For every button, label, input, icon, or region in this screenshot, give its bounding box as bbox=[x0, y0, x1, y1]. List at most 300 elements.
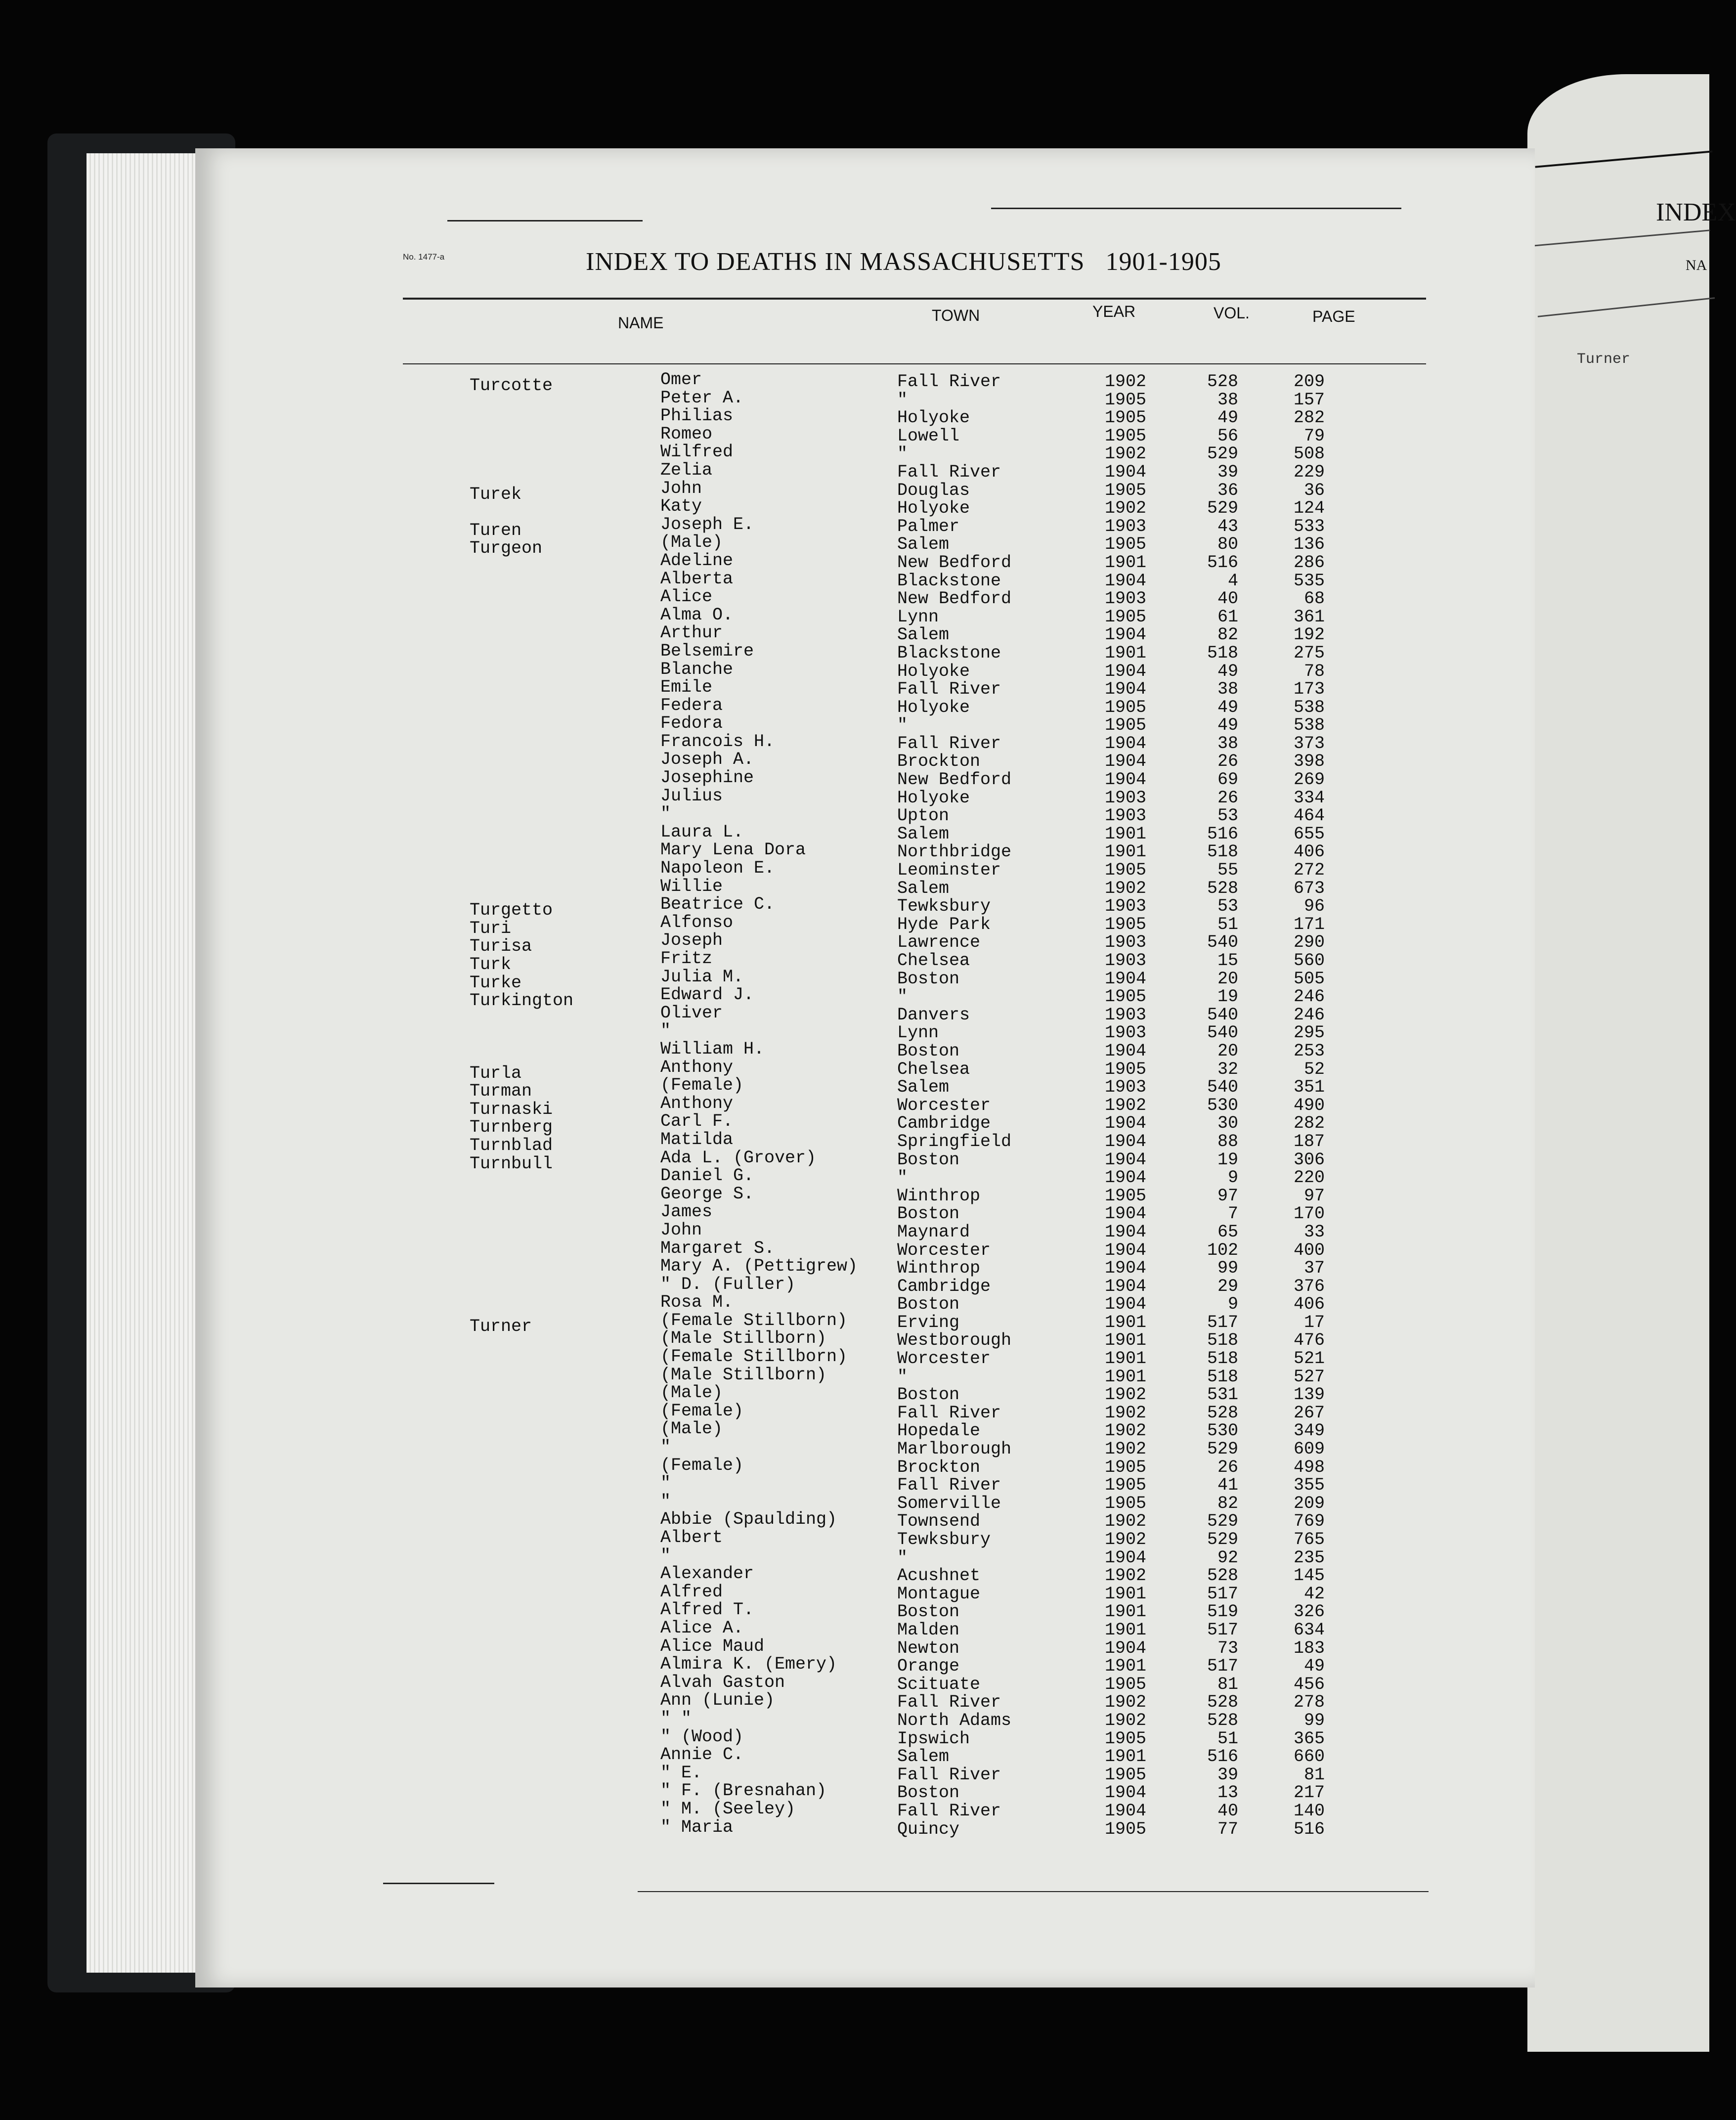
table-row bbox=[0, 1403, 1709, 1421]
page-cell: 278 bbox=[1293, 1692, 1325, 1713]
page-cell: 290 bbox=[1293, 932, 1325, 953]
town-cell: Lynn bbox=[897, 607, 939, 627]
page-cell: 145 bbox=[1293, 1566, 1325, 1586]
town-cell: Hopedale bbox=[897, 1421, 981, 1441]
page-cell: 246 bbox=[1293, 987, 1325, 1007]
given-name-cell: Alexander bbox=[660, 1564, 754, 1584]
volume-cell: 518 bbox=[1207, 842, 1238, 862]
year-cell: 1904 bbox=[1105, 1131, 1147, 1151]
volume-cell: 529 bbox=[1207, 1530, 1238, 1549]
page-cell: 476 bbox=[1293, 1330, 1325, 1351]
town-cell: Montague bbox=[897, 1584, 981, 1604]
surname-cell: Turk bbox=[470, 955, 512, 974]
year-cell: 1904 bbox=[1105, 1149, 1147, 1170]
given-name-cell: Anthony bbox=[660, 1093, 734, 1113]
surname-cell: Turi bbox=[470, 918, 512, 938]
index-entries bbox=[0, 372, 1709, 1837]
year-cell: 1905 bbox=[1105, 715, 1147, 736]
volume-cell: 530 bbox=[1207, 1421, 1238, 1441]
page-cell: 400 bbox=[1293, 1240, 1325, 1260]
town-cell: Upton bbox=[897, 806, 950, 826]
table-row bbox=[0, 390, 1709, 408]
year-cell: 1901 bbox=[1105, 1620, 1147, 1640]
given-name-cell: Alfred T. bbox=[660, 1600, 754, 1620]
table-row bbox=[0, 1726, 1709, 1749]
title-text: INDEX TO DEATHS IN MASSACHUSETTS bbox=[586, 248, 1085, 276]
title-years: 1901-1905 bbox=[1105, 248, 1221, 276]
town-cell: Cambridge bbox=[897, 1276, 991, 1296]
given-name-cell: (Male Stillborn) bbox=[660, 1328, 827, 1349]
table-row bbox=[0, 824, 1709, 842]
given-name-cell: (Male) bbox=[660, 532, 723, 553]
table-row bbox=[0, 806, 1709, 824]
year-cell: 1904 bbox=[1105, 462, 1147, 482]
table-row bbox=[0, 876, 1709, 898]
table-row bbox=[0, 1005, 1709, 1023]
page-cell: 96 bbox=[1303, 896, 1325, 917]
page-cell: 282 bbox=[1293, 1113, 1325, 1134]
table-row bbox=[0, 1274, 1709, 1296]
table-row bbox=[0, 715, 1709, 734]
table-row bbox=[0, 967, 1709, 993]
given-name-cell: " bbox=[660, 1021, 671, 1041]
year-cell: 1901 bbox=[1105, 643, 1147, 663]
town-cell: Fall River bbox=[897, 733, 1001, 753]
page-cell: 464 bbox=[1293, 806, 1325, 826]
town-cell: Leominster bbox=[897, 860, 1001, 881]
town-cell: Fall River bbox=[897, 462, 1001, 482]
given-name-cell: Alvah Gaston bbox=[660, 1672, 785, 1692]
town-cell: Salem bbox=[897, 625, 950, 645]
given-name-cell: Joseph A. bbox=[660, 750, 754, 770]
volume-cell: 56 bbox=[1217, 426, 1238, 446]
volume-cell: 97 bbox=[1217, 1186, 1238, 1206]
volume-cell: 73 bbox=[1217, 1638, 1238, 1658]
page-cell: 355 bbox=[1293, 1475, 1325, 1496]
town-cell: Boston bbox=[897, 969, 960, 989]
table-row bbox=[0, 643, 1709, 662]
given-name-cell: Albert bbox=[660, 1528, 723, 1547]
given-name-cell: " E. bbox=[660, 1763, 702, 1783]
form-number: No. 1477-a bbox=[403, 252, 445, 262]
volume-cell: 9 bbox=[1227, 1168, 1238, 1188]
page-cell: 217 bbox=[1293, 1783, 1325, 1803]
town-cell: Hyde Park bbox=[897, 914, 991, 934]
table-row bbox=[0, 1367, 1709, 1385]
table-row bbox=[0, 1240, 1709, 1259]
table-row bbox=[0, 1041, 1709, 1060]
table-row bbox=[0, 731, 1709, 753]
volume-cell: 9 bbox=[1227, 1294, 1238, 1315]
header-rule bbox=[403, 298, 1426, 300]
town-cell: " bbox=[897, 390, 908, 410]
year-cell: 1905 bbox=[1105, 860, 1147, 881]
town-cell: " bbox=[897, 1547, 908, 1568]
volume-cell: 518 bbox=[1207, 1367, 1238, 1387]
year-cell: 1904 bbox=[1105, 571, 1147, 591]
given-name-cell: Peter A. bbox=[660, 388, 744, 408]
year-cell: 1905 bbox=[1105, 1059, 1147, 1079]
year-cell: 1904 bbox=[1105, 751, 1147, 772]
table-row bbox=[0, 1672, 1709, 1694]
table-row bbox=[0, 1530, 1709, 1548]
surname-cell: Turkington bbox=[470, 991, 574, 1011]
volume-cell: 15 bbox=[1217, 951, 1238, 971]
page-cell: 170 bbox=[1293, 1204, 1325, 1224]
volume-cell: 29 bbox=[1217, 1276, 1238, 1296]
table-row bbox=[0, 1708, 1709, 1730]
volume-cell: 26 bbox=[1217, 788, 1238, 808]
volume-cell: 540 bbox=[1207, 932, 1238, 953]
table-row bbox=[0, 770, 1709, 788]
given-name-cell: Anthony bbox=[660, 1057, 734, 1077]
town-cell: Fall River bbox=[897, 372, 1001, 392]
year-cell: 1904 bbox=[1105, 1783, 1147, 1803]
year-cell: 1902 bbox=[1105, 1095, 1147, 1115]
surname-cell: Turke bbox=[470, 972, 522, 993]
volume-cell: 77 bbox=[1217, 1819, 1238, 1839]
town-cell: " bbox=[897, 1367, 908, 1387]
given-name-cell: Matilda bbox=[660, 1129, 734, 1149]
page-cell: 33 bbox=[1303, 1222, 1325, 1242]
year-cell: 1905 bbox=[1105, 1457, 1147, 1477]
town-cell: Holyoke bbox=[897, 408, 970, 428]
year-cell: 1901 bbox=[1105, 824, 1147, 844]
page-cell: 326 bbox=[1293, 1602, 1325, 1622]
table-row bbox=[0, 1330, 1709, 1349]
given-name-cell: Oliver bbox=[660, 1003, 723, 1023]
table-row bbox=[0, 1511, 1709, 1530]
surname-cell: Turnblad bbox=[470, 1135, 553, 1155]
town-cell: North Adams bbox=[897, 1710, 1012, 1730]
year-cell: 1904 bbox=[1105, 969, 1147, 989]
given-name-cell: Wilfred bbox=[660, 442, 734, 462]
town-cell: Scituate bbox=[897, 1674, 981, 1694]
town-cell: Boston bbox=[897, 1149, 960, 1170]
year-cell: 1903 bbox=[1105, 516, 1147, 536]
table-row bbox=[0, 1075, 1709, 1102]
town-cell: New Bedford bbox=[897, 770, 1012, 790]
given-name-cell: (Female) bbox=[660, 1401, 744, 1421]
town-cell: Boston bbox=[897, 1783, 960, 1803]
volume-cell: 82 bbox=[1217, 1493, 1238, 1513]
year-cell: 1901 bbox=[1105, 1656, 1147, 1677]
page-cell: 209 bbox=[1293, 1493, 1325, 1513]
given-name-cell: (Male Stillborn) bbox=[660, 1365, 827, 1385]
year-cell: 1902 bbox=[1105, 1530, 1147, 1549]
table-row bbox=[0, 695, 1709, 717]
table-row bbox=[0, 930, 1709, 957]
year-cell: 1904 bbox=[1105, 1222, 1147, 1242]
given-name-cell: Napoleon E. bbox=[660, 858, 775, 879]
year-cell: 1901 bbox=[1105, 1747, 1147, 1767]
given-name-cell: Joseph bbox=[660, 930, 723, 951]
given-name-cell: Katy bbox=[660, 496, 702, 517]
given-name-cell: (Female) bbox=[660, 1455, 744, 1475]
town-cell: Brockton bbox=[897, 751, 981, 772]
year-cell: 1902 bbox=[1105, 1566, 1147, 1586]
given-name-cell: (Female) bbox=[660, 1075, 744, 1096]
page-cell: 490 bbox=[1293, 1095, 1325, 1115]
year-cell: 1905 bbox=[1105, 480, 1147, 500]
bottom-rule bbox=[638, 1891, 1429, 1892]
page-cell: 136 bbox=[1293, 534, 1325, 555]
page-cell: 282 bbox=[1293, 408, 1325, 428]
year-cell: 1901 bbox=[1105, 842, 1147, 862]
page-title bbox=[586, 247, 1221, 276]
given-name-cell: Margaret S. bbox=[660, 1238, 775, 1258]
town-cell: New Bedford bbox=[897, 552, 1012, 573]
given-name-cell: " (Wood) bbox=[660, 1726, 744, 1747]
top-rule bbox=[447, 220, 643, 221]
volume-cell: 528 bbox=[1207, 1710, 1238, 1730]
table-row bbox=[0, 1801, 1709, 1819]
table-row bbox=[0, 607, 1709, 625]
town-cell: Chelsea bbox=[897, 951, 970, 971]
table-row bbox=[0, 1093, 1709, 1119]
facing-page-rule bbox=[1535, 150, 1713, 168]
year-cell: 1903 bbox=[1105, 1077, 1147, 1098]
volume-cell: 38 bbox=[1217, 679, 1238, 700]
given-name-cell: Beatrice C. bbox=[660, 894, 775, 915]
year-cell: 1901 bbox=[1105, 1312, 1147, 1332]
volume-cell: 65 bbox=[1217, 1222, 1238, 1242]
given-name-cell: Adeline bbox=[660, 550, 734, 571]
given-name-cell: Josephine bbox=[660, 768, 754, 788]
year-cell: 1905 bbox=[1105, 390, 1147, 410]
table-row bbox=[0, 1168, 1709, 1186]
table-row bbox=[0, 1204, 1709, 1222]
volume-cell: 516 bbox=[1207, 824, 1238, 844]
year-cell: 1903 bbox=[1105, 1023, 1147, 1043]
volume-cell: 61 bbox=[1217, 607, 1238, 627]
volume-cell: 4 bbox=[1227, 571, 1238, 591]
town-cell: Fall River bbox=[897, 1475, 1001, 1496]
year-cell: 1905 bbox=[1105, 408, 1147, 428]
table-row bbox=[0, 550, 1709, 573]
table-row bbox=[0, 1258, 1709, 1277]
page-cell: 97 bbox=[1303, 1186, 1325, 1206]
town-cell: " bbox=[897, 987, 908, 1007]
town-cell: Quincy bbox=[897, 1819, 960, 1839]
volume-cell: 55 bbox=[1217, 860, 1238, 881]
page-cell: 508 bbox=[1293, 444, 1325, 464]
given-name-cell: " bbox=[660, 1491, 671, 1511]
surname-cell: Turgetto bbox=[470, 900, 553, 921]
given-name-cell: Willie bbox=[660, 876, 723, 896]
page-cell: 37 bbox=[1303, 1258, 1325, 1279]
page-cell: 79 bbox=[1303, 426, 1325, 446]
given-name-cell: Carl F. bbox=[660, 1111, 734, 1132]
page-cell: 765 bbox=[1293, 1530, 1325, 1549]
volume-cell: 529 bbox=[1207, 1439, 1238, 1459]
volume-cell: 49 bbox=[1217, 715, 1238, 736]
town-cell: Tewksbury bbox=[897, 1530, 991, 1549]
given-name-cell: Zelia bbox=[660, 460, 713, 480]
year-cell: 1904 bbox=[1105, 1240, 1147, 1260]
volume-cell: 528 bbox=[1207, 878, 1238, 898]
volume-cell: 99 bbox=[1217, 1258, 1238, 1279]
table-row bbox=[0, 1148, 1709, 1174]
year-cell: 1904 bbox=[1105, 1276, 1147, 1296]
volume-cell: 531 bbox=[1207, 1385, 1238, 1405]
surname-cell: Turnbull bbox=[470, 1153, 553, 1174]
table-row bbox=[0, 985, 1709, 1011]
table-row bbox=[0, 1421, 1709, 1439]
volume-cell: 51 bbox=[1217, 1728, 1238, 1749]
given-name-cell: Alfonso bbox=[660, 912, 734, 932]
surname-cell: Turek bbox=[470, 484, 522, 504]
facing-page-rule bbox=[1538, 297, 1715, 317]
town-cell: Holyoke bbox=[897, 498, 970, 519]
page-cell: 560 bbox=[1293, 951, 1325, 971]
given-name-cell: Francois H. bbox=[660, 731, 775, 751]
given-name-cell: George S. bbox=[660, 1184, 754, 1204]
town-cell: Blackstone bbox=[897, 571, 1001, 591]
page-cell: 253 bbox=[1293, 1041, 1325, 1061]
given-name-cell: Alfred bbox=[660, 1582, 723, 1602]
volume-cell: 528 bbox=[1207, 372, 1238, 392]
volume-cell: 36 bbox=[1217, 480, 1238, 500]
volume-cell: 517 bbox=[1207, 1620, 1238, 1640]
town-cell: Salem bbox=[897, 878, 950, 898]
volume-cell: 516 bbox=[1207, 1747, 1238, 1767]
page-cell: 516 bbox=[1293, 1819, 1325, 1839]
given-name-cell: Romeo bbox=[660, 424, 713, 444]
table-row bbox=[0, 842, 1709, 860]
table-row bbox=[0, 514, 1709, 540]
volume-cell: 39 bbox=[1217, 462, 1238, 482]
table-row bbox=[0, 1310, 1709, 1336]
given-name-cell: Belsemire bbox=[660, 641, 754, 661]
town-cell: Winthrop bbox=[897, 1186, 981, 1206]
table-row bbox=[0, 1566, 1709, 1584]
volume-cell: 40 bbox=[1217, 1801, 1238, 1821]
page-cell: 398 bbox=[1293, 751, 1325, 772]
given-name-cell: " M. (Seeley) bbox=[660, 1799, 796, 1819]
town-cell: Fall River bbox=[897, 1403, 1001, 1423]
year-cell: 1902 bbox=[1105, 1403, 1147, 1423]
surname-cell: Turgeon bbox=[470, 538, 543, 559]
page-cell: 535 bbox=[1293, 571, 1325, 591]
table-row bbox=[0, 1638, 1709, 1657]
page-cell: 139 bbox=[1293, 1385, 1325, 1405]
table-row bbox=[0, 1819, 1709, 1838]
given-name-cell: Almira K. (Emery) bbox=[660, 1654, 837, 1675]
page-cell: 209 bbox=[1293, 372, 1325, 392]
table-row bbox=[0, 462, 1709, 481]
year-cell: 1905 bbox=[1105, 987, 1147, 1007]
year-cell: 1903 bbox=[1105, 589, 1147, 609]
town-cell: Worcester bbox=[897, 1240, 991, 1260]
volume-cell: 53 bbox=[1217, 806, 1238, 826]
year-cell: 1904 bbox=[1105, 770, 1147, 790]
year-cell: 1902 bbox=[1105, 878, 1147, 898]
col-header-vol: VOL. bbox=[1214, 304, 1250, 322]
volume-cell: 517 bbox=[1207, 1312, 1238, 1332]
year-cell: 1904 bbox=[1105, 1801, 1147, 1821]
page-cell: 376 bbox=[1293, 1276, 1325, 1296]
page-cell: 673 bbox=[1293, 878, 1325, 898]
year-cell: 1905 bbox=[1105, 914, 1147, 934]
volume-cell: 32 bbox=[1217, 1059, 1238, 1079]
year-cell: 1903 bbox=[1105, 806, 1147, 826]
table-row bbox=[0, 1222, 1709, 1240]
volume-cell: 88 bbox=[1217, 1131, 1238, 1151]
given-name-cell: " bbox=[660, 1546, 671, 1566]
facing-page-column: NA bbox=[1686, 257, 1707, 273]
volume-cell: 49 bbox=[1217, 697, 1238, 717]
page-cell: 306 bbox=[1293, 1149, 1325, 1170]
given-name-cell: William H. bbox=[660, 1039, 765, 1059]
town-cell: Lynn bbox=[897, 1023, 939, 1043]
year-cell: 1901 bbox=[1105, 1349, 1147, 1369]
table-row bbox=[0, 679, 1709, 698]
volume-cell: 19 bbox=[1217, 987, 1238, 1007]
year-cell: 1905 bbox=[1105, 607, 1147, 627]
given-name-cell: Emile bbox=[660, 677, 713, 698]
given-name-cell: Abbie (Spaulding) bbox=[660, 1509, 837, 1530]
page-cell: 36 bbox=[1303, 480, 1325, 500]
given-name-cell: Mary Lena Dora bbox=[660, 840, 806, 860]
volume-cell: 528 bbox=[1207, 1403, 1238, 1423]
table-row bbox=[0, 788, 1709, 806]
year-cell: 1904 bbox=[1105, 1258, 1147, 1279]
given-name-cell: (Male) bbox=[660, 1419, 723, 1439]
year-cell: 1904 bbox=[1105, 1168, 1147, 1188]
page-cell: 99 bbox=[1303, 1710, 1325, 1730]
page-cell: 655 bbox=[1293, 824, 1325, 844]
town-cell: Springfield bbox=[897, 1131, 1012, 1151]
surname-cell: Turcotte bbox=[470, 376, 553, 396]
town-cell: Worcester bbox=[897, 1095, 991, 1115]
given-name-cell: Mary A. (Pettigrew) bbox=[660, 1256, 858, 1277]
given-name-cell: Blanche bbox=[660, 659, 734, 679]
volume-cell: 38 bbox=[1217, 733, 1238, 753]
page-cell: 505 bbox=[1293, 969, 1325, 989]
page-cell: 235 bbox=[1293, 1547, 1325, 1568]
town-cell: Westborough bbox=[897, 1330, 1012, 1351]
town-cell: Cambridge bbox=[897, 1113, 991, 1134]
year-cell: 1904 bbox=[1105, 1294, 1147, 1315]
volume-cell: 518 bbox=[1207, 643, 1238, 663]
volume-cell: 20 bbox=[1217, 969, 1238, 989]
given-name-cell: Julia M. bbox=[660, 967, 744, 987]
given-name-cell: " bbox=[660, 1437, 671, 1458]
page-cell: 351 bbox=[1293, 1077, 1325, 1098]
volume-cell: 518 bbox=[1207, 1349, 1238, 1369]
given-name-cell: Federa bbox=[660, 695, 723, 715]
town-cell: Fall River bbox=[897, 679, 1001, 700]
table-row bbox=[0, 589, 1709, 607]
volume-cell: 20 bbox=[1217, 1041, 1238, 1061]
table-row bbox=[0, 1656, 1709, 1675]
header-bottom-rule bbox=[403, 363, 1426, 364]
volume-cell: 82 bbox=[1217, 625, 1238, 645]
given-name-cell: " Maria bbox=[660, 1817, 734, 1837]
year-cell: 1901 bbox=[1105, 1584, 1147, 1604]
volume-cell: 30 bbox=[1217, 1113, 1238, 1134]
table-row bbox=[0, 571, 1709, 589]
page-cell: 49 bbox=[1303, 1656, 1325, 1677]
col-header-page: PAGE bbox=[1312, 308, 1355, 325]
year-cell: 1905 bbox=[1105, 1186, 1147, 1206]
page-cell: 349 bbox=[1293, 1421, 1325, 1441]
page-cell: 78 bbox=[1303, 661, 1325, 681]
town-cell: Boston bbox=[897, 1041, 960, 1061]
table-row bbox=[0, 1765, 1709, 1783]
page-cell: 769 bbox=[1293, 1511, 1325, 1532]
